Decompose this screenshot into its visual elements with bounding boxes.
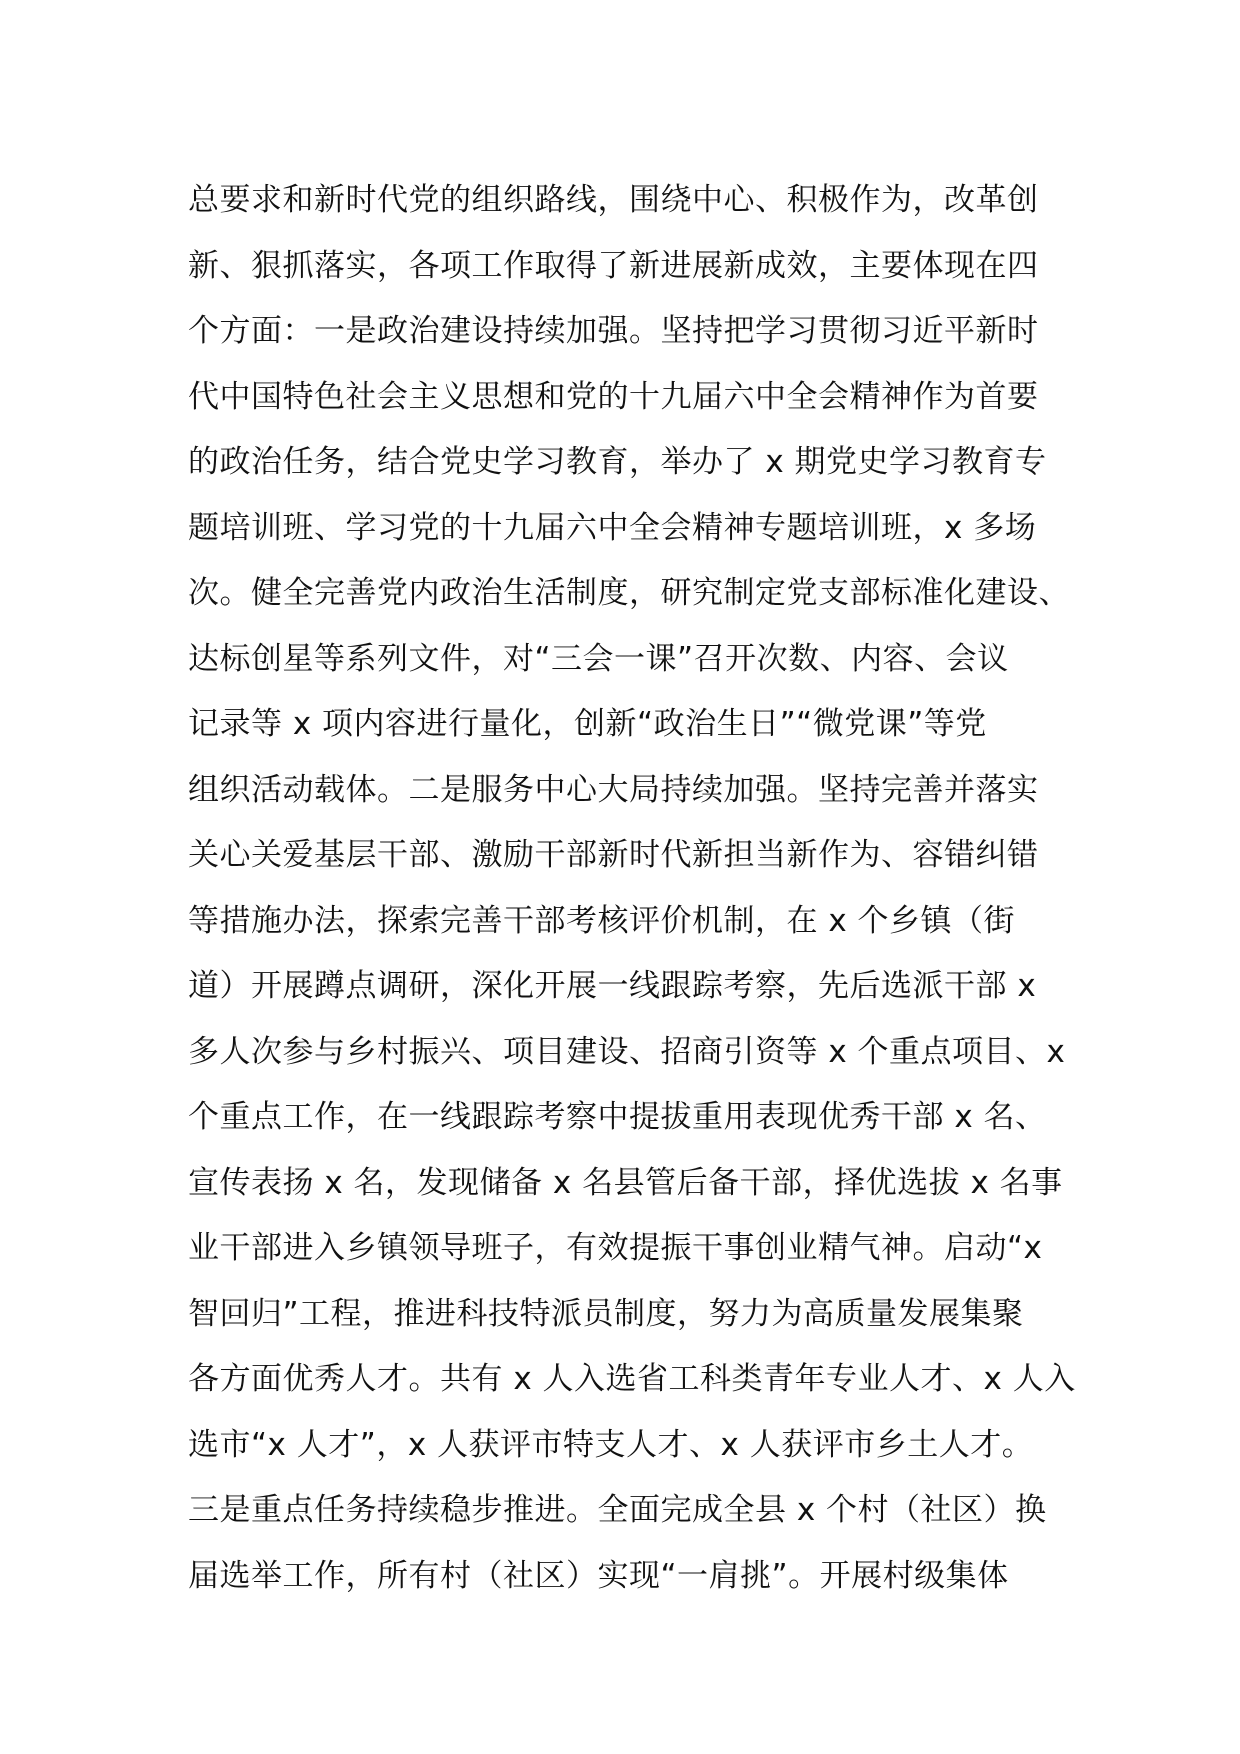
text-line: 选市“x 人才”，x 人获评市特支人才、x 人获评市乡土人才。 xyxy=(188,1426,1034,1463)
text-line: 道）开展蹲点调研，深化开展一线跟踪考察，先后选派干部 x xyxy=(188,968,1037,1004)
text-line: 次。健全完善党内政治生活制度，研究制定党支部标准化建设、 xyxy=(188,575,1070,611)
text-line: 个重点工作，在一线跟踪考察中提拔重用表现优秀干部 x 名、 xyxy=(188,1099,1047,1135)
text-line: 新、狠抓落实，各项工作取得了新进展新成效，主要体现在四 xyxy=(188,247,1039,284)
text-line: 业干部进入乡镇领导班子，有效提振干事创业精气神。启动“x xyxy=(188,1230,1043,1266)
text-line: 组织活动载体。二是服务中心大局持续加强。坚持完善并落实 xyxy=(188,771,1039,808)
text-line: 多人次参与乡村振兴、项目建设、招商引资等 x 个重点项目、x xyxy=(188,1033,1066,1070)
text-line: 各方面优秀人才。共有 x 人入选省工科类青年专业人才、x 人入 xyxy=(188,1361,1076,1397)
text-line: 代中国特色社会主义思想和党的十九届六中全会精神作为首要 xyxy=(188,378,1039,415)
text-line: 宣传表扬 x 名，发现储备 x 名县管后备干部，择优选拔 x 名事 xyxy=(188,1164,1063,1201)
text-line: 等措施办法，探索完善干部考核评价机制，在 x 个乡镇（街 xyxy=(188,902,1016,939)
text-line: 三是重点任务持续稳步推进。全面完成全县 x 个村（社区）换 xyxy=(188,1492,1047,1528)
text-line: 的政治任务，结合党史学习教育，举办了 x 期党史学习教育专 xyxy=(188,444,1047,480)
text-line: 记录等 x 项内容进行量化，创新“政治生日”“微党课”等党 xyxy=(188,706,987,742)
text-line: 题培训班、学习党的十九届六中全会精神专题培训班，x 多场 xyxy=(188,509,1037,546)
text-line: 总要求和新时代党的组织路线，围绕中心、积极作为，改革创 xyxy=(188,182,1039,218)
body-text xyxy=(188,168,1088,1609)
text-line: 个方面：一是政治建设持续加强。坚持把学习贯彻习近平新时 xyxy=(188,313,1039,349)
text-line: 届选举工作，所有村（社区）实现“一肩挑”。开展村级集体 xyxy=(188,1557,1009,1594)
text-line: 智回归”工程，推进科技特派员制度，努力为高质量发展集聚 xyxy=(188,1295,1024,1332)
text-line: 关心关爱基层干部、激励干部新时代新担当新作为、容错纠错 xyxy=(188,837,1039,873)
text-line: 达标创星等系列文件，对“三会一课”召开次数、内容、会议 xyxy=(188,640,1009,677)
